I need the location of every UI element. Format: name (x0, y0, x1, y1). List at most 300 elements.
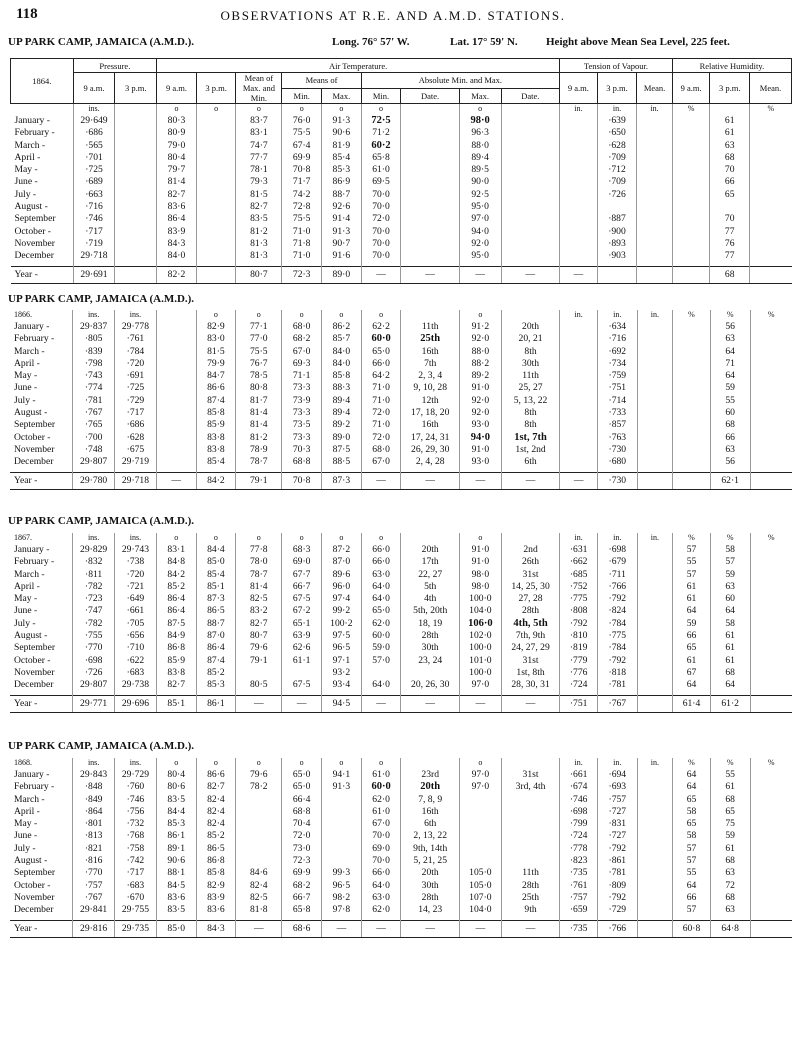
data-cell: 64 (710, 370, 750, 382)
data-cell: ·698 (73, 655, 115, 667)
data-cell: ·792 (560, 618, 598, 630)
table-row (10, 370, 792, 382)
data-cell: — (501, 920, 560, 937)
unit-cell: o (157, 104, 197, 115)
data-cell: ·716 (73, 201, 115, 213)
unit-cell: in. (597, 758, 637, 768)
data-cell: ·757 (73, 880, 115, 892)
data-cell: 71·0 (361, 419, 401, 431)
data-cell: 87·3 (196, 593, 236, 605)
data-cell: 72·5 (361, 114, 401, 127)
data-cell: 89·4 (322, 395, 362, 407)
data-cell: 17, 24, 31 (401, 432, 460, 444)
data-cell: ·819 (560, 642, 598, 654)
data-cell (156, 419, 196, 431)
data-cell (750, 472, 792, 489)
data-cell: ·649 (115, 593, 157, 605)
data-cell: 79·1 (236, 655, 282, 667)
data-cell: 57 (673, 904, 711, 920)
data-cell: 85·9 (196, 419, 236, 431)
data-cell: 98·2 (322, 892, 362, 904)
data-cell: ·683 (115, 667, 157, 679)
unit-cell: in. (560, 533, 598, 543)
data-cell: 97·0 (459, 781, 501, 793)
data-cell: 87·5 (322, 444, 362, 456)
data-cell: 83·8 (156, 667, 196, 679)
unit-cell (401, 533, 460, 543)
table-row (10, 605, 792, 617)
data-cell: 67·2 (282, 605, 322, 617)
data-cell: ·767 (73, 892, 115, 904)
data-cell: 91·3 (322, 114, 362, 127)
data-cell: ·685 (560, 569, 598, 581)
data-cell: 80·8 (236, 382, 282, 394)
data-cell (750, 395, 792, 407)
data-cell (156, 382, 196, 394)
data-cell (710, 201, 750, 213)
data-cell: 77 (710, 226, 750, 238)
data-cell: 93·0 (459, 456, 501, 472)
data-cell: 60 (710, 593, 750, 605)
data-cell (750, 432, 792, 444)
data-cell: 81·4 (236, 581, 282, 593)
data-cell (750, 152, 792, 164)
data-cell: 6th (401, 818, 460, 830)
unit-cell: o (196, 104, 236, 115)
data-cell: 72·8 (282, 201, 322, 213)
data-cell: ·628 (597, 140, 637, 152)
data-cell: ·755 (73, 630, 115, 642)
data-cell: ·693 (597, 781, 637, 793)
data-cell (750, 855, 792, 867)
data-cell (196, 189, 236, 201)
data-cell: 58 (710, 618, 750, 630)
units-row (11, 104, 792, 115)
year-total-label: Year - (10, 472, 73, 489)
data-cell: 82·4 (196, 818, 236, 830)
month-label: June - (14, 382, 38, 394)
humidity-3pm: 3 p.m. (710, 73, 750, 104)
data-cell: 28th (501, 605, 560, 617)
data-cell: 106·0 (459, 618, 501, 630)
data-cell: — (361, 472, 401, 489)
data-cell: 85·9 (156, 655, 196, 667)
data-cell (115, 226, 157, 238)
data-cell: 72·3 (282, 266, 322, 283)
data-cell: ·849 (73, 794, 115, 806)
data-cell: 57 (673, 569, 711, 581)
units-row (10, 310, 792, 320)
data-cell (750, 556, 792, 568)
data-cell: 61 (710, 630, 750, 642)
year-label: 1866. (14, 310, 32, 319)
data-cell (322, 843, 362, 855)
unit-cell: % (710, 758, 750, 768)
data-cell (750, 655, 792, 667)
data-cell (282, 667, 322, 679)
data-cell (401, 140, 459, 152)
data-cell: 94·5 (322, 695, 362, 712)
data-cell: ·725 (115, 382, 157, 394)
data-cell (459, 830, 501, 842)
data-cell: 67·5 (282, 679, 322, 695)
month-label: April - (14, 805, 40, 817)
section-heading-1866 (8, 293, 780, 305)
data-cell (115, 114, 157, 127)
air-temperature-header: Air Temperature. (157, 59, 560, 73)
data-cell: 17, 18, 20 (401, 407, 460, 419)
data-cell: 85·2 (196, 667, 236, 679)
data-cell: ·717 (115, 407, 157, 419)
data-cell: 89·2 (322, 419, 362, 431)
data-cell: 89·0 (322, 432, 362, 444)
data-cell: 7, 8, 9 (401, 794, 460, 806)
data-cell: ·864 (73, 806, 115, 818)
data-cell: 65·0 (361, 605, 401, 617)
data-cell (750, 867, 792, 879)
data-cell: 64 (673, 605, 711, 617)
data-cell: 9th (501, 904, 560, 920)
data-cell (750, 127, 792, 139)
unit-cell: in. (560, 310, 598, 320)
data-cell: 80·6 (156, 781, 196, 793)
data-cell: 27, 28 (501, 593, 560, 605)
abs-max-date: Date. (501, 88, 560, 104)
unit-cell: o (361, 104, 401, 115)
unit-cell: o (282, 758, 322, 768)
data-cell: ·758 (115, 843, 157, 855)
data-cell: 22, 27 (401, 569, 460, 581)
camp-name: UP PARK CAMP, JAMAICA (A.M.D.). (8, 293, 195, 305)
unit-cell (115, 104, 157, 115)
data-cell: — (459, 920, 501, 937)
data-cell: ·767 (73, 407, 115, 419)
month-label: May - (14, 818, 38, 830)
month-label: October - (14, 879, 51, 891)
data-cell: 30th (501, 358, 560, 370)
table-row (10, 569, 792, 581)
month-label: March - (14, 568, 45, 580)
data-cell: 55 (673, 556, 711, 568)
table-1866 (10, 310, 792, 490)
data-cell (672, 176, 710, 188)
data-cell: ·727 (597, 806, 637, 818)
data-cell: — (236, 695, 282, 712)
data-cell (560, 176, 598, 188)
data-cell: 76 (710, 238, 750, 250)
data-cell: 55 (710, 395, 750, 407)
data-cell: 67·0 (361, 456, 401, 472)
data-cell: ·724 (560, 679, 598, 695)
data-cell: 14, 23 (401, 904, 460, 920)
data-cell: ·734 (597, 358, 637, 370)
table-1867 (10, 533, 792, 713)
data-cell: 68 (710, 855, 750, 867)
data-cell (750, 806, 792, 818)
data-cell: — (459, 695, 501, 712)
data-cell: 91·0 (459, 543, 501, 556)
data-cell: 29·807 (73, 679, 115, 695)
data-cell: 83·1 (236, 127, 282, 139)
data-cell: 69·0 (361, 843, 401, 855)
data-cell: ·631 (560, 543, 598, 556)
data-cell (750, 213, 792, 225)
data-cell: 67·7 (282, 569, 322, 581)
data-cell: 82·9 (196, 880, 236, 892)
data-cell: 83·9 (157, 226, 197, 238)
data-cell: ·792 (597, 843, 637, 855)
data-cell: ·705 (115, 618, 157, 630)
data-cell: 83·6 (156, 892, 196, 904)
month-label: June - (14, 605, 38, 617)
data-cell (637, 618, 673, 630)
data-cell: 55 (673, 867, 711, 879)
data-cell (401, 667, 460, 679)
means-max: Max. (322, 88, 362, 104)
data-cell (236, 830, 282, 842)
data-cell: 20th (401, 543, 460, 556)
data-cell: 59 (710, 569, 750, 581)
data-cell: 93·0 (459, 419, 501, 431)
data-cell (236, 818, 282, 830)
table-row (10, 630, 792, 642)
data-cell: 88·7 (196, 618, 236, 630)
table-row (10, 346, 792, 358)
data-cell (501, 213, 560, 225)
table-row (10, 556, 792, 568)
unit-cell: in. (637, 758, 673, 768)
data-cell: 84·3 (196, 920, 236, 937)
data-cell: 84·7 (196, 370, 236, 382)
table-row (10, 358, 792, 370)
data-cell: 72·0 (361, 213, 401, 225)
month-label: December (14, 904, 54, 916)
data-cell: 79·0 (157, 140, 197, 152)
data-cell: 85·0 (196, 556, 236, 568)
data-cell (401, 152, 459, 164)
data-cell: 16th (401, 419, 460, 431)
month-label: October - (14, 225, 51, 237)
data-cell (637, 843, 673, 855)
data-cell: 8th (501, 407, 560, 419)
data-cell (637, 667, 673, 679)
data-cell: 78·9 (236, 444, 282, 456)
data-cell (637, 152, 673, 164)
data-cell: ·663 (73, 189, 115, 201)
data-cell (672, 238, 710, 250)
data-cell: 85·8 (196, 867, 236, 879)
data-cell: 107·0 (459, 892, 501, 904)
data-cell: ·674 (560, 781, 598, 793)
data-cell (401, 127, 459, 139)
data-cell: 60·2 (361, 140, 401, 152)
data-cell: 71·0 (361, 382, 401, 394)
data-cell: 4th, 5th (501, 618, 560, 630)
data-cell (501, 855, 560, 867)
data-cell (560, 370, 598, 382)
data-cell (196, 250, 236, 266)
table-row (10, 382, 792, 394)
table-row (11, 127, 792, 139)
unit-cell: % (750, 104, 792, 115)
unit-cell (501, 310, 560, 320)
data-cell: 83·0 (196, 333, 236, 345)
data-cell: 72·0 (361, 432, 401, 444)
data-cell: 29·755 (115, 904, 157, 920)
data-cell (750, 920, 792, 937)
data-cell (560, 333, 598, 345)
data-cell: 101·0 (459, 655, 501, 667)
data-cell: 88·5 (322, 456, 362, 472)
data-cell: 78·2 (236, 781, 282, 793)
data-cell (501, 830, 560, 842)
data-cell: 96·5 (322, 880, 362, 892)
data-cell: 29·719 (115, 456, 157, 472)
data-cell: 20th (401, 781, 460, 793)
data-cell: 63 (710, 140, 750, 152)
data-cell: 72 (710, 880, 750, 892)
data-cell: ·656 (115, 630, 157, 642)
year-header: 1864. (11, 59, 74, 104)
data-cell (459, 806, 501, 818)
data-cell: 98·0 (459, 569, 501, 581)
data-cell: ·700 (73, 432, 115, 444)
table-row (10, 419, 792, 431)
data-cell: 57 (673, 543, 711, 556)
data-cell (637, 880, 673, 892)
data-cell (560, 152, 598, 164)
data-cell: 82·5 (236, 892, 282, 904)
month-label: February - (14, 781, 55, 793)
data-cell: ·724 (560, 830, 598, 842)
data-cell: 6th (501, 456, 560, 472)
data-cell (501, 176, 560, 188)
unit-cell: o (322, 104, 362, 115)
data-cell: ·747 (73, 605, 115, 617)
data-cell: 29·729 (115, 768, 157, 781)
data-cell: 85·8 (322, 370, 362, 382)
section-heading-1868 (8, 740, 780, 752)
data-cell: 66·4 (282, 794, 322, 806)
data-cell: — (322, 920, 362, 937)
data-cell (196, 238, 236, 250)
data-cell: 20, 26, 30 (401, 679, 460, 695)
data-cell: 83·6 (196, 904, 236, 920)
data-cell: ·810 (560, 630, 598, 642)
data-cell (560, 114, 598, 127)
data-cell: 91·0 (459, 444, 501, 456)
data-cell: 100·0 (459, 667, 501, 679)
data-cell: 88·1 (156, 867, 196, 879)
data-cell (673, 419, 711, 431)
data-cell: 64·8 (710, 920, 750, 937)
data-cell (637, 189, 673, 201)
data-cell: 61·4 (673, 695, 711, 712)
data-cell: ·821 (73, 843, 115, 855)
unit-cell: o (322, 310, 362, 320)
data-cell (637, 472, 673, 489)
data-cell: 88·3 (322, 382, 362, 394)
data-cell: 62·0 (361, 904, 401, 920)
data-cell (637, 333, 673, 345)
data-cell: 83·5 (156, 904, 196, 920)
data-cell: 60·0 (361, 630, 401, 642)
data-cell (322, 794, 362, 806)
data-cell: — (236, 920, 282, 937)
data-cell (459, 818, 501, 830)
data-cell (672, 127, 710, 139)
data-cell: 82·5 (236, 593, 282, 605)
data-cell: 97·0 (459, 679, 501, 695)
month-label: December (14, 456, 54, 468)
data-cell: 67 (673, 667, 711, 679)
data-cell (750, 593, 792, 605)
data-cell: 71·8 (282, 238, 322, 250)
data-cell: 86·6 (196, 768, 236, 781)
data-cell (750, 667, 792, 679)
unit-cell (501, 758, 560, 768)
data-cell (115, 189, 157, 201)
data-cell (459, 794, 501, 806)
data-cell: 70·4 (282, 818, 322, 830)
data-cell: 26, 29, 30 (401, 444, 460, 456)
data-cell: ·760 (115, 781, 157, 793)
data-cell: 68·0 (361, 444, 401, 456)
unit-cell: o (156, 758, 196, 768)
data-cell: 97·0 (459, 213, 501, 225)
data-cell: 79·9 (196, 358, 236, 370)
data-cell (637, 370, 673, 382)
data-cell: ·775 (560, 593, 598, 605)
data-cell (236, 855, 282, 867)
data-cell (637, 642, 673, 654)
year-total-label: Year - (10, 695, 73, 712)
data-cell: 86·1 (196, 695, 236, 712)
data-cell: ·818 (597, 667, 637, 679)
data-cell: 20, 21 (501, 333, 560, 345)
unit-cell: o (196, 533, 236, 543)
data-cell: 85·3 (156, 818, 196, 830)
data-cell (560, 226, 598, 238)
data-cell (750, 781, 792, 793)
data-cell: 29·780 (73, 472, 115, 489)
unit-cell: in. (637, 310, 673, 320)
data-cell: 60·0 (361, 333, 401, 345)
data-cell (673, 370, 711, 382)
data-cell: 90·6 (156, 855, 196, 867)
data-cell (401, 226, 459, 238)
data-cell: 84·2 (196, 472, 236, 489)
data-cell (196, 213, 236, 225)
data-cell: 90·7 (322, 238, 362, 250)
data-cell: ·634 (597, 320, 637, 333)
data-cell: ·721 (115, 581, 157, 593)
data-cell: 77·8 (236, 543, 282, 556)
data-cell: ·746 (560, 794, 598, 806)
data-cell (560, 189, 598, 201)
data-cell: 28th (501, 880, 560, 892)
data-cell: 102·0 (459, 630, 501, 642)
data-cell: 90·6 (322, 127, 362, 139)
data-cell (672, 250, 710, 266)
data-cell: 85·7 (322, 333, 362, 345)
data-cell: 70 (710, 213, 750, 225)
data-cell: 79·1 (236, 472, 282, 489)
data-cell: 91·4 (322, 213, 362, 225)
data-cell (501, 189, 560, 201)
data-cell: 18, 19 (401, 618, 460, 630)
data-cell: ·792 (597, 593, 637, 605)
